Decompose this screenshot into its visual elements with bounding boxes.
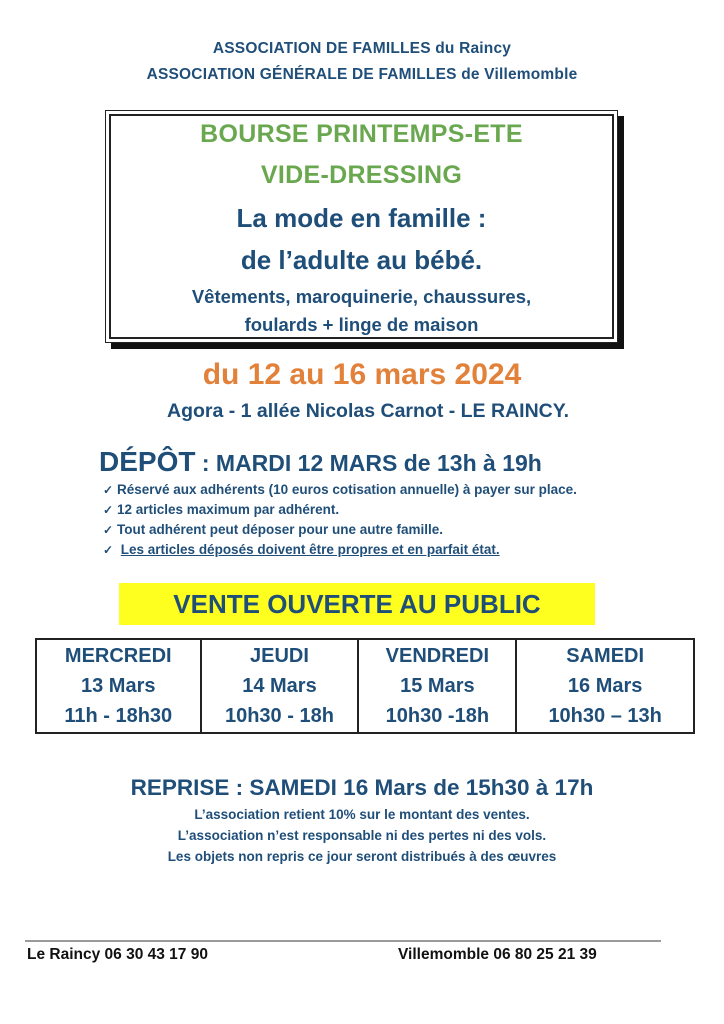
title-box (105, 110, 618, 343)
sale-schedule-table (35, 638, 695, 734)
footer-contact-villemomble: Villemomble 06 80 25 21 39 (398, 946, 597, 963)
schedule-cell: SAMEDI 16 Mars 10h30 – 13h (516, 639, 694, 733)
check-icon: ✓ (103, 483, 114, 497)
depot-rules-list (103, 480, 577, 560)
check-icon: ✓ (103, 503, 114, 517)
depot-detail: : MARDI 12 MARS de 13h à 19h (195, 450, 542, 476)
reprise-note-2: L’association n’est responsable ni des pertes ni des vols. (177, 828, 547, 843)
depot-label: DÉPÔT (99, 446, 196, 477)
schedule-cell: MERCREDI 13 Mars 11h - 18h30 (36, 639, 201, 733)
check-icon: ✓ (103, 543, 114, 557)
tagline-1: La mode en famille : (236, 203, 487, 233)
schedule-cell: JEUDI 14 Mars 10h30 - 18h (201, 639, 359, 733)
reprise-note-1: L’association retient 10% sur le montant des ventes. (194, 807, 530, 822)
event-address: Agora - 1 allée Nicolas Carnot - LE RAINCY. (166, 400, 569, 422)
depot-heading (99, 446, 542, 478)
list-item: ✓ Tout adhérent peut déposer pour une autre famille. (103, 520, 577, 540)
event-dates: du 12 au 16 mars 2024 (202, 358, 522, 391)
check-icon: ✓ (103, 523, 114, 537)
event-subtitle: VIDE-DRESSING (260, 161, 463, 189)
items-line-1: Vêtements, maroquinerie, chaussures, (191, 286, 532, 307)
schedule-cell: VENDREDI 15 Mars 10h30 -18h (358, 639, 516, 733)
list-item: ✓ Les articles déposés doivent être propres et en parfait état. (103, 540, 577, 560)
reprise-heading: REPRISE : SAMEDI 16 Mars de 15h30 à 17h (130, 775, 594, 800)
tagline-2: de l’adulte au bébé. (240, 245, 483, 275)
header-line-1: ASSOCIATION DE FAMILLES du Raincy (212, 40, 512, 57)
header-line-2: ASSOCIATION GÉNÉRALE DE FAMILLES de Villemomble (146, 66, 578, 83)
list-item: ✓ Réservé aux adhérents (10 euros cotisation annuelle) à payer sur place. (103, 480, 577, 500)
footer-divider (25, 940, 661, 942)
items-line-2: foulards + linge de maison (244, 314, 479, 335)
reprise-note-3: Les objets non repris ce jour seront distribués à des œuvres (167, 849, 557, 864)
event-title: BOURSE PRINTEMPS-ETE (200, 120, 523, 148)
footer-contact-raincy: Le Raincy 06 30 43 17 90 (27, 946, 208, 963)
vente-heading: VENTE OUVERTE AU PUBLIC (119, 583, 595, 625)
list-item: ✓ 12 articles maximum par adhérent. (103, 500, 577, 520)
